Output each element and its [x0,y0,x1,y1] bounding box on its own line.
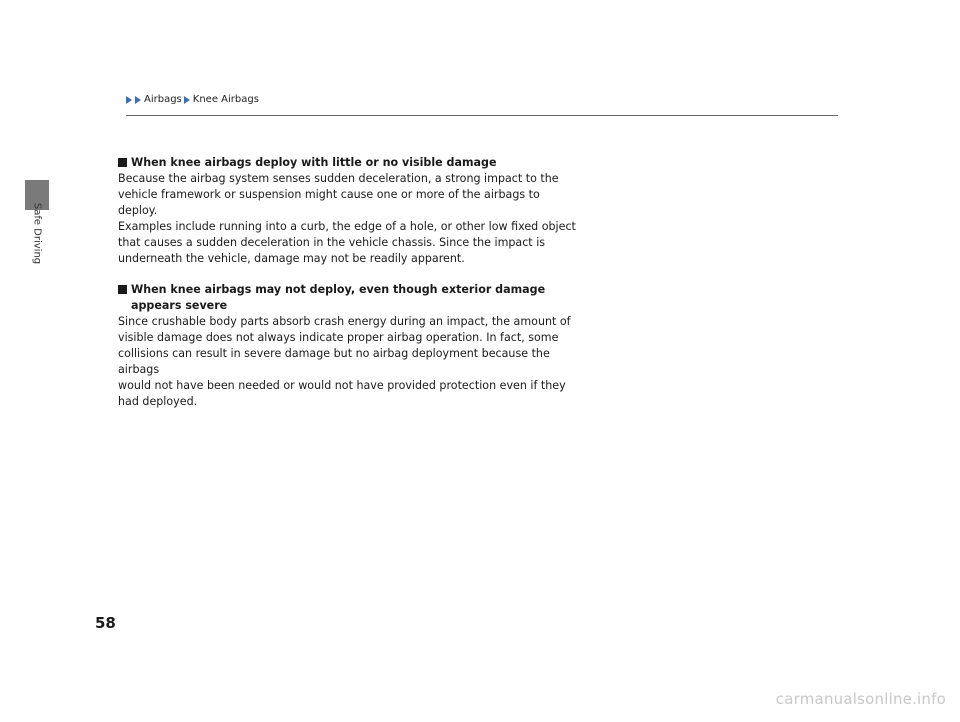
header-divider [126,115,838,116]
section-heading: When knee airbags deploy with little or no visible damage [118,155,578,171]
breadcrumb-link-knee-airbags[interactable]: Knee Airbags [192,94,259,105]
breadcrumb-link-airbags[interactable]: Airbags [144,94,182,105]
breadcrumb-arrow-icon [126,96,132,104]
breadcrumb [126,94,259,105]
page-number: 58 [95,614,116,632]
main-content [118,155,578,410]
section-body: Since crushable body parts absorb crash energy during an impact, the amount of visible damage does not always indicate proper airbag operation. In fact, some collisions can result in severe damage but no airbag deployment because the airbags would not have been needed or would not have provided protection even if they had deployed. [118,315,571,408]
breadcrumb-arrow-icon [135,96,141,104]
section-body: Because the airbag system senses sudden deceleration, a strong impact to the vehicle framework or suspension might cause one or more of the airbags to deploy. Examples include running into a curb, the edge of a hole, or other low fixed object that causes a sudden deceleration in the vehicle chassis. Since the impact is underneath the vehicle, damage may not be readily apparent. [118,172,576,265]
watermark: carmanualsonline.info [775,690,946,708]
square-bullet-icon [118,285,127,294]
breadcrumb-arrow-icon [184,96,190,104]
section-heading: When knee airbags may not deploy, even though exterior damage appears severe [118,282,578,314]
square-bullet-icon [118,158,127,167]
